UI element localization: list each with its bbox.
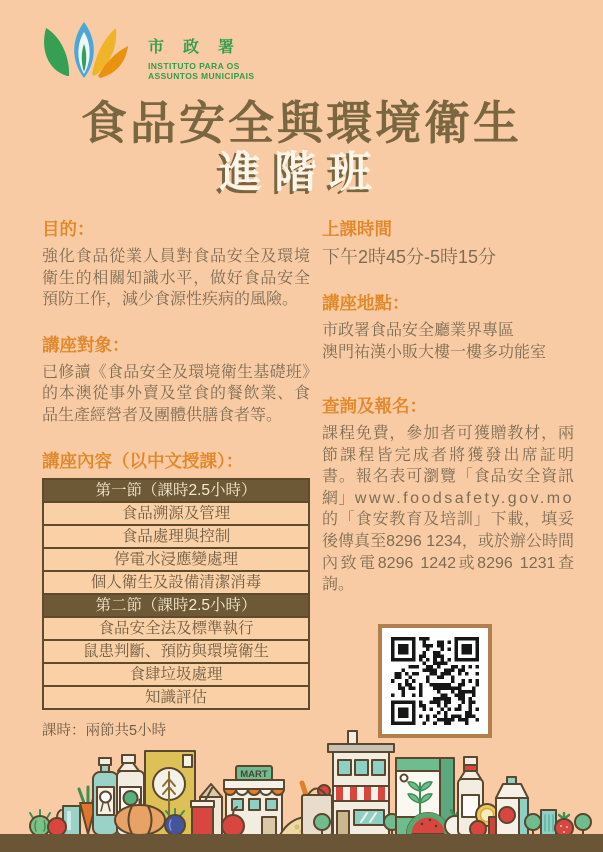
green-fruit	[30, 810, 50, 836]
table-row: 停電水浸應變處理	[43, 548, 309, 571]
logo-name-pt: INSTITUTO PARA OS ASSUNTOS MUNICIPAIS	[148, 61, 255, 81]
registration-body: 課程免費，參加者可獲贈教材，兩節課程皆完成者將獲發出席証明書。報名表可瀏覽「食品安全資訊網」www.foodsafety.gov.mo的「食安教育及培訓」下載，填妥後傳真至8296 1234，或於辦公時間內致電8296 1242或8296 1231查詢。	[322, 425, 574, 594]
section-content	[42, 450, 310, 740]
venue-heading: 講座地點：	[322, 293, 410, 313]
table-row-session2-header: 第二節（課時2.5小時）	[43, 594, 309, 617]
cup-and-apple	[48, 806, 80, 836]
registration-heading: 查詢及報名：	[322, 396, 427, 416]
section-purpose	[42, 218, 310, 311]
section-audience	[42, 334, 310, 427]
tree	[575, 814, 591, 835]
teal-cup	[541, 810, 556, 835]
venue-line2: 澳門祐漢小販大樓一樓多功能室	[322, 344, 547, 361]
blue-onion	[165, 809, 185, 835]
iam-logo	[34, 16, 254, 86]
left-column	[42, 218, 310, 740]
table-row-session1-header: 第一節（課時2.5小時）	[43, 479, 309, 502]
course-duration-note: 課時：兩節共5小時	[42, 722, 167, 739]
logo-name-cn: 市政署	[148, 39, 254, 56]
right-column	[322, 218, 574, 738]
table-row: 食品安全法及標準執行	[43, 617, 309, 640]
section-schedule	[322, 218, 574, 269]
schedule-heading: 上課時間	[322, 219, 392, 239]
teal-bottle	[93, 758, 118, 835]
venue-line1: 市政署食品安全廳業界專區	[322, 322, 515, 339]
table-row: 食品處理與控制	[43, 525, 309, 548]
schedule-body: 下午2時45分-5時15分	[322, 247, 497, 267]
qr-code	[378, 624, 492, 738]
market-illustration	[0, 727, 603, 852]
table-row: 個人衛生及設備清潔消毒	[43, 571, 309, 594]
ground-strip	[0, 834, 603, 852]
table-row: 食肆垃圾處理	[43, 663, 309, 686]
milk-carton	[496, 777, 528, 835]
poster-title	[0, 98, 603, 197]
audience-body: 已修讀《食品安全及環境衛生基礎班》的本澳從事外賣及堂食的餐飲業、食品生產經營者及團體供膳食者等。	[42, 363, 310, 424]
iam-lotus-icon	[34, 16, 134, 86]
title-line1: 食品安全與環境衛生	[81, 97, 522, 149]
title-line2: 進階班	[219, 149, 384, 197]
foodsafety-url: www.foodsafety.gov.mo	[354, 489, 574, 507]
table-row: 鼠患判斷、預防與環境衛生	[43, 640, 309, 663]
purpose-body: 強化食品從業人員對食品安全及環境衛生的相關知識水平，做好食品安全預防工作，減少食源性疾病的風險。	[42, 248, 310, 309]
content-heading: 講座內容（以中文授課）：	[42, 450, 244, 471]
qr-code-svg	[391, 637, 479, 725]
section-registration	[322, 395, 574, 596]
table-row: 食品溯源及管理	[43, 502, 309, 525]
course-content-table	[42, 478, 310, 710]
table-row: 知識評估	[43, 686, 309, 709]
section-venue	[322, 292, 574, 364]
strawberry	[555, 813, 573, 837]
mart-sign-text: MART	[240, 769, 268, 780]
purpose-heading: 目的：	[42, 219, 95, 239]
logo-text	[148, 34, 254, 81]
audience-heading: 講座對象：	[42, 334, 130, 355]
